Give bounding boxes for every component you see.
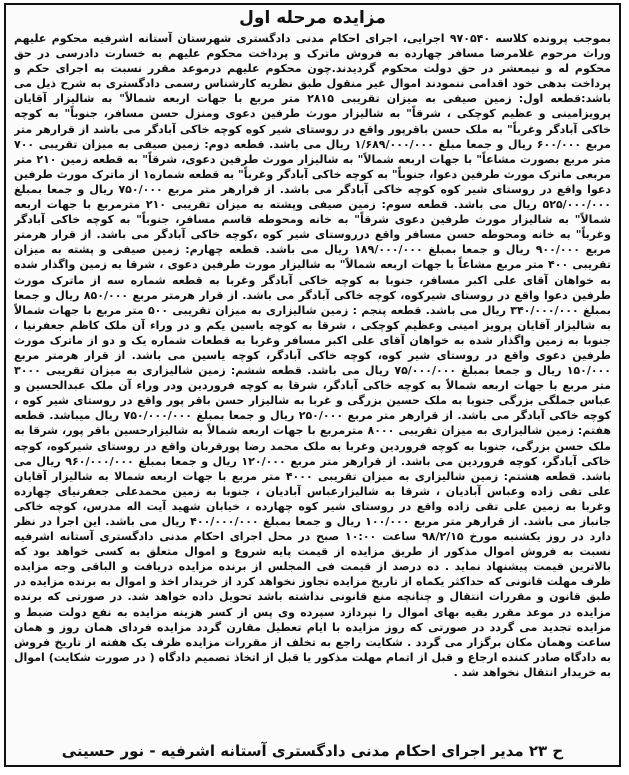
notice-signature: ح ۲۳ مدیر اجرای احکام مدنی دادگستری آستانه اشرفیه - نور حسینی bbox=[61, 742, 564, 760]
auction-notice bbox=[4, 3, 621, 767]
notice-title: مزایده مرحله اول bbox=[239, 8, 386, 28]
notice-body: بموجب پرونده کلاسه ۹۷۰۵۴۰ اجرایی، اجرای احکام مدنی دادگستری شهرستان آستانه اشرفیه محکوم علیهم وراث مرحوم غلامرضا مسافر چهارده به فروش ماترک و پرداخت محکوم علیهم به خسارت دادرسی در حق محکوم له و نیمعشر در حق دولت محکوم گردیدند.چون محکوم علیهم درموعد مقرر نسبت به اجرای حکم و پرداخت بدهی خود اقدامی ننمودند اموال غیر منقول طبق نظریه کارشناس رسمی دادگستری به شرح ذیل می باشد:قطعه اول: زمین صیفی به میزان تقریبی ۲۸۱۵ متر مربع با جهات اربعه شمالاً" به شالیزار آقایان پرویزامینی و عظیم کوچکی ، شرقاً" به شالیزار مورث طرفین دعوی ومنزل حسن مسافر، جنوباً" به کوچه خاکی آبادگر وغرباً" به ملک حسن باقرپور واقع در روستای شیر کوه کوچه خاکی آبادگر می باشد از قرارهر متر مربع ۶۰۰/۰۰۰ ریال و جمعا مبلغ ۱/۶۸۹/۰۰۰/۰۰۰ ریال می باشد. قطعه دوم: زمین صیفی به میزان تقریبی ۷۰۰ متر مربع بصورت مشاعاً" با جهات اربعه شمالاً" به شالیزار مورث طرفین دعوی، شرقاً" به قطعه زمین ۲۱۰ متر مربعی ماترک مورث طرفین دعوا، جنوباً" به کوچه خاکی آبادگر وغرباً" به قطعه شماره۱ از ماترک مورث طرفین دعوا واقع در روستای شیر کوه کوچه خاکی آبادگر می باشد. از قرارهر متر مربع ۷۵۰/۰۰۰ ریال و جمعا بمبلغ ۵۲۵/۰۰۰/۰۰۰ ریال می باشد. قطعه سوم: زمین صیفی وپشته به میزان تقریبی ۲۱۰ مترمربع با جهات اربعه شمالاً" به شالیزار مورث طرفین دعوی شرقاً" به خانه ومحوطه قاسم مسافر، جنوباً" به کوچه خاکی آبادگر وغرباً" به خانه ومحوطه حسن مسافر واقع درروستای شیر کوه ،کوچه خاکی آبادگر می باشد. از قرار هرمتر مربع ۹۰۰/۰۰۰ ریال و جمعا بمبلغ ۱۸۹/۰۰۰/۰۰۰ ریال می باشد. قطعه چهارم: زمین صیفی و پشته به میزان تقریبی ۴۰۰ متر مربع مشاعاً با جهات اربعه شمالاً" به شالیزار مورث طرفین دعوی ، شرقا به زمین واگذار شده به خواهان آقای علی اکبر مسافر، جنوبا به کوچه خاکی آبادگر وغربا به قطعه شماره سه از ماترک مورث طرفین دعوا واقع در روستای شیرکوه، کوچه خاکی آبادگر می باشد. از قرار هرمتر مربع ۸۵۰/۰۰۰ ریال و جمعا بمبلغ ۳۴۰/۰۰۰/۰۰۰ ریال می باشد. قطعه پنجم : زمین شالیزاری به میزان تقریبی ۵۰۰ متر مربع با جهات شمالاً به شالیزار آقایان پرویز امینی وعظیم کوچکی ، شرقا به کوچه یاسین یکم و در وراء آن ملک کاظم جعفرنیا ، جنوبا به زمین واگذار شده به خواهان آقای علی اکبر مسافر وغربا به قطعات شماره یک و دو از ماترک مورث طرفین دعوی واقع در روستای شیر کوه، کوچه خاکی آبادگر، کوچه یاسین می باشد. از قرار هرمتر مربع ۱۵۰/۰۰۰ ریال و جمعا بمبلغ ۷۵/۰۰۰/۰۰۰ ریال می باشد. قطعه ششم: زمین شالیزاری به میزان تقریبی ۳۰۰۰ متر مربع با جهات اربعه شمالاً به کوچه خاکی آبادگر، شرقا به کوچه فروردین ودر وراء آن ملک عبدالحسین و عباس جملگی بزرگی جنوبا به ملک حسین بزرگی و غربا به شالیزار حسن باقر پور واقع در روستای شیر کوه ، کوچه خاکی آبادگر می باشد. از قرارهر متر مربع ۲۵۰/۰۰۰ ریال و جمعا بمبلغ ۷۵۰/۰۰۰/۰۰۰ ریال میباشد. قطعه هفتم: زمین شالیزاری به میزان تقریبی ۸۰۰۰ مترمربع با جهات اربعه شمالاً به شالیزارحسین باقر پور، شرقا به ملک حسن بزرگی، جنوبا به کوچه فروردین وغربا به ملک محمد رضا پورقربان واقع در روستای شیرکوه، کوچه خاکی آبادگر، کوچه فروردین می باشد. از قرارهر متر مربع ۱۲۰/۰۰۰ ریال و جمعا بمبلغ ۹۶۰/۰۰۰/۰۰۰ ریال می باشد. قطعه هشتم: زمین شالیزاری به میزان تقریبی ۴۰۰۰ متر مربع با جهات اربعه شمالا به شالیزار آقایان علی تقی زاده وعباس آبادیان ، شرقا به شالیزارعباس آبادیان ، جنوبا به زمین محمدعلی جعفرنیای چهارده وغربا به زمین علی تقی زاده واقع در روستای شیر کوه چهارده ، خیابان شهید آیت اله مدرس، کوچه خاکی جانباز می باشد. از قرارهر متر مربع ۱۰۰/۰۰۰ ریال و جمعا بمبلغ ۴۰۰/۰۰۰/۰۰۰ ریال می باشد. این اجرا در نظر دارد در روز یکشنبه مورخ ۹۸/۲/۱۵ ساعت ۱۰:۰۰ صبح در محل اجرای احکام مدنی دادگستری آستانه اشرفیه نسبت به فروش اموال مذکور از طریق مزایده از قیمت پایه شروع و اموال متعلق به کسی خواهد بود که بالاترین قیمت پیشنهاد نماید . ده درصد از قیمت فی المجلس از برنده مزایده دریافت و الباقی وجه مزایده ظرف مهلت قانونی که حداکثر یکماه از تاریخ مزایده تجاوز نخواهد کرد از خریدار اخذ و اموال به برنده مزایده در طبق قانون و مقررات انتقال و چنانچه منع قانونی نداشته باشد تحویل داده خواهد شد. در صورتی که برنده مزایده در موعد مقرر بقیه بهای اموال را نپردازد سپرده وی پس از کسر هزینه مزایده به نفع دولت ضبط و مزایده تجدید می گردد در صورتی که روز مزایده با ایام تعطیل مقارن گردد مزایده فردای همان روز و همان ساعت وهمان مکان برگزار می گردد . شکایت راجع به تخلف از مقررات مزایده ظرف یک هفته از تاریخ فروش به دادگاه صادر کننده ارجاع و قبل از اتمام مهلت مذکور یا قبل از اتخاذ تصمیم دادگاه ( در صورت شکایت) اموال به خریدار انتقال نخواهد شد . bbox=[14, 32, 611, 679]
